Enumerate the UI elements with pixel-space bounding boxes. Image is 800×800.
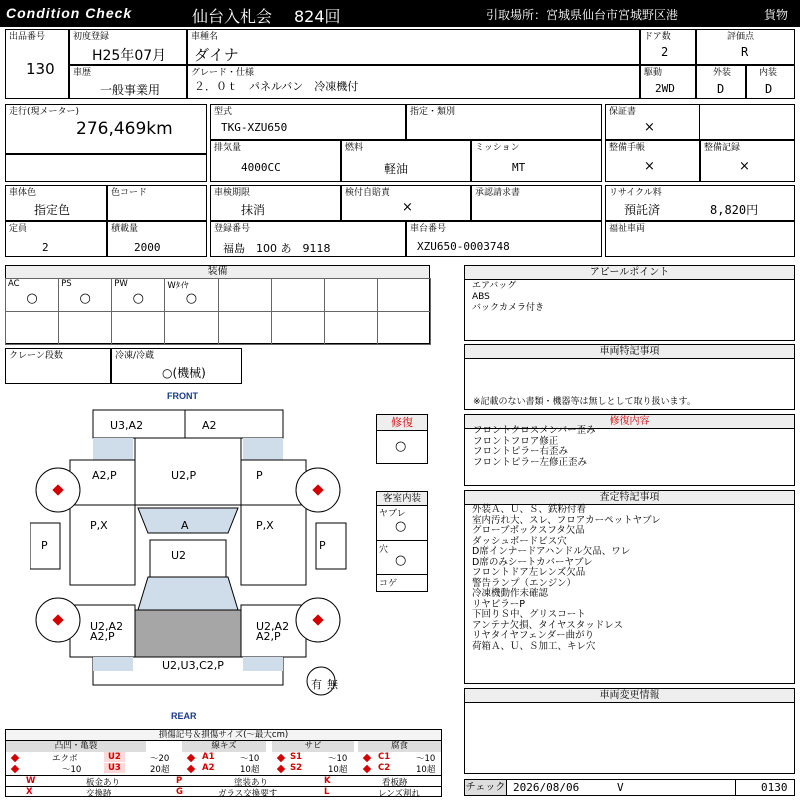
- mileage-blank: [5, 154, 207, 182]
- capacity-cell: [5, 221, 107, 257]
- repair-line: フロントピラー右歪み: [473, 446, 569, 457]
- vehicle-class: 貨物: [764, 8, 789, 22]
- legend-code-row-1: [6, 775, 441, 786]
- spare-yes: 有: [311, 678, 322, 691]
- plate-label: 登録番号: [214, 224, 251, 234]
- legend-diamond: [187, 765, 195, 773]
- interior-value: D: [765, 82, 773, 96]
- color-label: 車体色: [9, 188, 37, 198]
- car-name-label: 車種名: [191, 32, 219, 42]
- history-cell: [69, 65, 187, 99]
- lot-number: 130: [26, 60, 55, 78]
- model-label: 型式: [214, 107, 233, 117]
- check-footer: [464, 779, 795, 796]
- displacement-value: 4000CC: [241, 161, 281, 174]
- recycle-status: 預託済: [624, 203, 661, 217]
- equipment-slot: [218, 311, 272, 345]
- lot-cell: [5, 29, 69, 99]
- legend-code-text: 看板跡: [382, 778, 408, 788]
- model-value: TKG-XZU650: [221, 121, 288, 134]
- first-reg-value: H25年07月: [92, 48, 167, 64]
- check-inspector: V: [617, 781, 624, 794]
- legend-code-text: 塗装あり: [234, 778, 269, 788]
- equipment-label: Wﾀｲﾔ: [167, 281, 189, 291]
- designation-cell: [406, 104, 602, 140]
- dmg-rear-left-2: A2,P: [90, 630, 115, 643]
- recycle-fee: 8,820円: [710, 203, 759, 217]
- legend-code-text: ガラス交換要す: [218, 789, 278, 799]
- history-value: 一般事業用: [100, 83, 161, 97]
- crane-label: クレーン段数: [9, 351, 63, 361]
- legend-corrosion-0: C1: [378, 752, 391, 762]
- drive-label: 駆動: [644, 68, 663, 78]
- records-value: ×: [739, 159, 750, 174]
- change-info-section: [464, 688, 795, 774]
- equipment-mark: ○: [79, 291, 91, 306]
- legend-code-row-2: [6, 786, 441, 797]
- check-label: チェック: [465, 782, 506, 793]
- legend-code-text: 交換跡: [86, 789, 112, 799]
- appeal-section: [464, 265, 795, 341]
- appeal-lines: [472, 281, 544, 314]
- inspection-note-line: D席のみシートカバーヤブレ: [472, 556, 593, 568]
- fuel-label: 燃料: [345, 143, 364, 153]
- cabin-tear-label: ヤブレ: [379, 509, 406, 519]
- grade-value: R: [741, 45, 749, 59]
- dmg-rear-right-1: U2,A2: [256, 620, 290, 633]
- load-label: 積載量: [111, 224, 139, 234]
- legend-diamond: [11, 765, 19, 773]
- fuel-cell: [341, 140, 471, 182]
- car-name-cell: [187, 29, 640, 65]
- inspection-note-line: アンテナ欠損、タイヤスタッドレス: [472, 619, 623, 631]
- dmg-door-right: P,X: [256, 519, 274, 532]
- refrig-label: 冷凍/冷蔵: [115, 351, 155, 361]
- special-title: 車両特記事項: [465, 345, 794, 359]
- check-date: 2026/08/06: [513, 781, 580, 794]
- grade-label: 評価点: [727, 32, 755, 42]
- dmg-door-left: P,X: [90, 519, 108, 532]
- liability-value: ×: [402, 200, 413, 215]
- capacity-value: 2: [42, 241, 49, 254]
- special-section: [464, 344, 795, 410]
- appeal-line: ABS: [472, 292, 490, 302]
- inspection-note-line: グローブボックスフタ欠品: [472, 525, 585, 536]
- repair-box-title: 修復: [377, 415, 427, 431]
- legend-rust-1: ～10: [328, 754, 348, 764]
- dmg-rear: U2,U3,C2,P: [162, 659, 224, 672]
- dmg-hood: U2,P: [171, 469, 197, 482]
- repair-line: フロントピラー左修正歪み: [473, 456, 588, 468]
- inspection-notes-section: [464, 490, 795, 684]
- load-cell: [107, 221, 207, 257]
- spec-value: ２．０ｔ パネルバン 冷凍機付: [194, 80, 359, 93]
- load-value: 2000: [134, 241, 161, 254]
- repair-content-title: 修復内容: [465, 415, 794, 429]
- legend-dent-3: ～10: [62, 765, 82, 775]
- legend-diamond: [277, 754, 285, 762]
- legend-corrosion-2: C2: [378, 763, 391, 773]
- equipment-label: AC: [8, 279, 20, 289]
- legend-rust-3: 10超: [328, 765, 348, 775]
- records-cell: [700, 140, 795, 182]
- pickup-location: 引取場所：宮城県仙台市宮城野区港: [486, 8, 679, 22]
- exterior-label: 外装: [713, 68, 732, 78]
- lot-label: 出品番号: [9, 32, 46, 42]
- cabin-box: [376, 491, 428, 592]
- equipment-slot: [271, 278, 325, 312]
- equipment-title: 装備: [5, 265, 430, 279]
- legend-diamond: [363, 765, 371, 773]
- dmg-rear-left-1: U2,A2: [90, 620, 124, 633]
- inspection-note-line: 警告ランプ（エンジン）: [472, 577, 577, 589]
- legend-corrosion-3: 10超: [416, 765, 436, 775]
- inspection-note-line: リヤタイヤフェンダー曲がり: [472, 630, 595, 641]
- inspection-label: 車検期限: [214, 188, 251, 198]
- interior-label: 内装: [759, 68, 778, 78]
- legend: [5, 729, 442, 797]
- spec-label: グレード・仕様: [191, 68, 255, 78]
- doors-value: 2: [661, 45, 669, 59]
- welfare-label: 福祉車両: [609, 224, 646, 234]
- inspection-note-line: 冷凍機動作未確認: [472, 588, 549, 599]
- recycle-label: リサイクル料: [609, 188, 662, 198]
- change-info-title: 車両変更情報: [465, 689, 794, 703]
- legend-group-corrosion: 腐食: [358, 741, 441, 752]
- inspection-note-line: 外装Ａ、Ｕ、Ｓ、鉄粉付着: [472, 504, 587, 515]
- first-reg-label: 初度登録: [73, 32, 110, 42]
- warranty-cell: [605, 104, 795, 140]
- displacement-label: 排気量: [214, 143, 242, 153]
- dmg-roof: U2: [171, 549, 187, 562]
- legend-rust-2: S2: [290, 763, 303, 773]
- mileage-cell: [5, 104, 207, 154]
- doors-label: ドア数: [644, 32, 671, 42]
- legend-corrosion-1: ～10: [416, 754, 436, 764]
- footer-divider: [735, 780, 736, 795]
- liability-label: 検付自賠責: [345, 188, 391, 198]
- plate-value: 福島 100 あ 9118: [223, 242, 331, 255]
- manual-label: 整備手帳: [609, 143, 646, 153]
- appeal-line: エアバッグ: [472, 281, 517, 291]
- cabin-divider-2: [377, 574, 427, 575]
- equipment-mark: ○: [132, 291, 144, 306]
- legend-scratch-3: 10超: [240, 765, 260, 775]
- warranty-value: ×: [644, 120, 655, 135]
- inspection-note-line: 荷箱Ａ、Ｕ、Ｓ加工、キレ穴: [472, 640, 596, 652]
- front-label: FRONT: [167, 391, 198, 401]
- equipment-mark: ○: [26, 291, 38, 306]
- equipment-label: PS: [61, 279, 72, 289]
- equipment-slot: [5, 278, 59, 312]
- model-cell: [210, 104, 406, 140]
- legend-code: X: [26, 787, 33, 797]
- inspection-notes-title: 査定特記事項: [465, 491, 794, 505]
- inspection-value: 抹消: [241, 203, 266, 217]
- chassis-cell: [406, 221, 602, 257]
- legend-group-rust: サビ: [272, 741, 354, 752]
- inspection-note-line: 下回りＳ中、グリスコート: [472, 609, 586, 620]
- equipment-grid: [5, 278, 430, 344]
- cabin-hole-label: 穴: [379, 545, 389, 555]
- refrig-value: ○(機械): [162, 366, 206, 380]
- transmission-cell: [471, 140, 602, 182]
- designation-label: 指定・類別: [410, 107, 456, 117]
- dmg-windshield: A: [181, 519, 189, 532]
- repair-content-lines: [473, 426, 596, 468]
- approval-cell: [471, 185, 602, 221]
- records-label: 整備記録: [704, 143, 741, 153]
- legend-code: P: [176, 776, 183, 786]
- cabin-burn-label: コゲ: [379, 579, 398, 589]
- equipment-slot: [111, 311, 165, 345]
- displacement-cell: [210, 140, 341, 182]
- cabin-hole-mark: ○: [395, 553, 407, 568]
- exterior-cell: [696, 65, 746, 99]
- legend-title: 損傷記号＆損傷サイズ(～最大cm): [6, 730, 441, 741]
- repair-box: [376, 414, 428, 464]
- dmg-side-right: P: [319, 539, 326, 552]
- legend-dent-4: U3: [104, 763, 125, 773]
- inspection-note-line: D席インナードアハンドル欠品、ワレ: [472, 546, 631, 557]
- warranty-divider: [699, 104, 700, 140]
- transmission-label: ミッション: [475, 143, 520, 153]
- equipment-slot: [58, 278, 112, 312]
- first-reg-cell: [69, 29, 187, 65]
- inspection-note-line: ダッシュボードビス穴: [472, 535, 567, 547]
- liability-cell: [341, 185, 471, 221]
- repair-line: フロントクロスメンバー歪み: [473, 425, 596, 436]
- spec-cell: [187, 65, 640, 99]
- capacity-label: 定員: [9, 224, 28, 234]
- equipment-slot: [377, 278, 431, 312]
- color-code-cell: [107, 185, 207, 221]
- chassis-label: 車台番号: [410, 224, 447, 234]
- legend-scratch-2: A2: [202, 763, 215, 773]
- equipment-slot: [111, 278, 165, 312]
- appeal-line: バックカメラ付き: [472, 303, 545, 313]
- inspection-cell: [210, 185, 341, 221]
- manual-value: ×: [644, 159, 655, 174]
- legend-dent-2: ～20: [150, 754, 170, 764]
- equipment-slot: [164, 278, 218, 312]
- equipment-slot: [5, 311, 59, 345]
- color-cell: [5, 185, 107, 221]
- equipment-mark: ○: [185, 291, 198, 306]
- car-name-value: ダイナ: [194, 46, 239, 64]
- legend-code-text: レンズ割れ: [378, 789, 421, 799]
- fuel-value: 軽油: [384, 162, 409, 176]
- drive-cell: [640, 65, 696, 99]
- inspection-note-line: リヤビラーP: [472, 598, 526, 610]
- legend-diamond: [277, 765, 285, 773]
- repair-line: フロントフロア修正: [473, 435, 559, 447]
- legend-scratch-0: A1: [202, 752, 215, 762]
- mileage-value: 276,469km: [76, 119, 173, 139]
- inspection-note-line: フロントドア左レンズ欠品: [472, 567, 586, 578]
- drive-value: 2WD: [655, 82, 675, 95]
- refrig-cell: [111, 348, 242, 384]
- legend-diamond: [363, 754, 371, 762]
- legend-code: G: [176, 787, 183, 797]
- legend-diamond: [187, 754, 195, 762]
- mileage-label: 走行(現メーター): [9, 107, 80, 117]
- approval-label: 承認請求書: [475, 188, 521, 198]
- repair-box-mark: ○: [395, 439, 407, 454]
- manual-cell: [605, 140, 700, 182]
- plate-cell: [210, 221, 406, 257]
- equipment-slot: [377, 311, 431, 345]
- dmg-front-right: A2: [202, 419, 217, 432]
- special-note: ※記載のない書類・機器等は無しとして取り扱います。: [473, 397, 696, 407]
- legend-dent-1: U2: [104, 752, 125, 762]
- dmg-side-left: P: [41, 539, 48, 552]
- equipment-label: PW: [114, 279, 128, 289]
- chassis-value: XZU650-0003748: [417, 240, 510, 253]
- color-value: 指定色: [34, 203, 71, 217]
- cabin-divider-1: [377, 540, 427, 541]
- equipment-slot: [271, 311, 325, 345]
- dmg-fender-left: A2,P: [92, 469, 117, 482]
- cabin-title: 客室内装: [377, 492, 427, 506]
- auction-name: 仙台入札会: [192, 7, 273, 26]
- inspection-notes-lines: [472, 505, 661, 652]
- brand-title: Condition Check: [6, 5, 133, 21]
- legend-diamond: [11, 754, 19, 762]
- cabin-tear-mark: ○: [395, 519, 407, 534]
- legend-dent-0: エクボ: [52, 754, 78, 764]
- repair-content-section: [464, 414, 795, 486]
- legend-rust-0: S1: [290, 752, 303, 762]
- equipment-slot: [58, 311, 112, 345]
- legend-code: L: [324, 787, 330, 797]
- color-code-label: 色コード: [111, 188, 148, 198]
- crane-cell: [5, 348, 111, 384]
- rear-label: REAR: [171, 711, 197, 721]
- history-label: 車歴: [73, 68, 92, 78]
- inspection-note-line: 室内汚れ大、スレ、フロアカーペットヤブレ: [472, 514, 661, 526]
- transmission-value: MT: [512, 161, 526, 174]
- welfare-cell: [605, 221, 795, 257]
- dmg-front-left: U3,A2: [110, 419, 144, 432]
- check-number: 0130: [761, 781, 788, 794]
- equipment-slot: [218, 278, 272, 312]
- legend-group-dent: 凸凹・亀裂: [6, 741, 146, 752]
- warranty-label: 保証書: [609, 107, 637, 117]
- legend-code: W: [26, 776, 36, 786]
- legend-group-scratch: 線キズ: [182, 741, 266, 752]
- exterior-value: D: [717, 82, 725, 96]
- equipment-slot: [324, 278, 378, 312]
- auction-session: 824回: [294, 7, 341, 26]
- recycle-cell: [605, 185, 795, 221]
- doors-cell: [640, 29, 696, 65]
- interior-cell: [746, 65, 795, 99]
- legend-code: K: [324, 776, 331, 786]
- equipment-slot: [324, 311, 378, 345]
- legend-dent-5: 20超: [150, 765, 170, 775]
- legend-scratch-1: ～10: [240, 754, 260, 764]
- dmg-fender-right: P: [256, 469, 263, 482]
- appeal-title: アピールポイント: [465, 266, 794, 280]
- dmg-rear-right-2: A2,P: [256, 630, 281, 643]
- spare-no: 無: [327, 678, 338, 691]
- grade-cell: [696, 29, 795, 65]
- equipment-slot: [164, 311, 218, 345]
- legend-code-text: 板金あり: [86, 778, 121, 788]
